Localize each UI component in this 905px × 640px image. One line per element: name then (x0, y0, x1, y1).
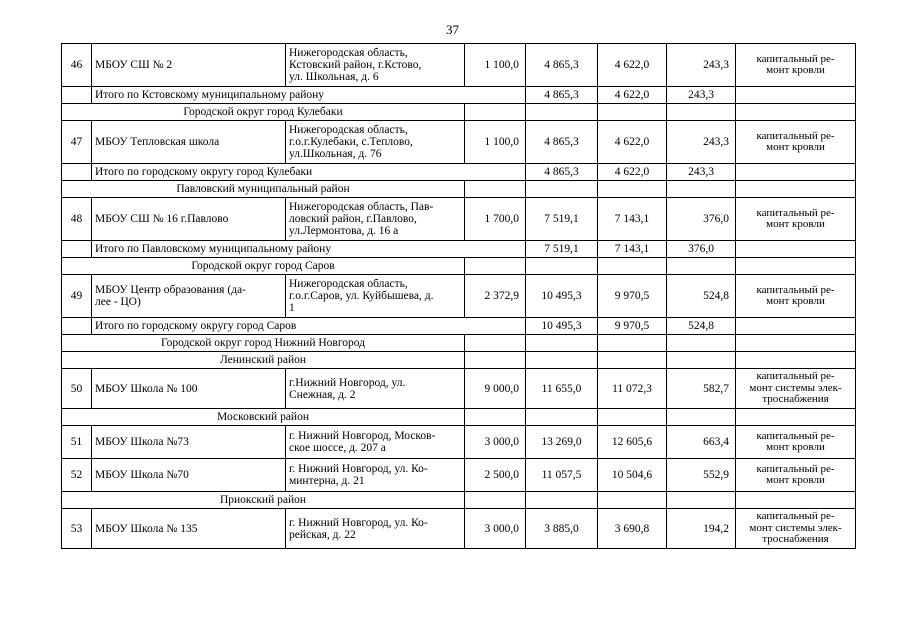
empty-cell (526, 258, 598, 275)
row-number: 52 (62, 459, 92, 492)
area-value: 9 000,0 (465, 369, 526, 409)
region-label: Павловский муниципальный район (62, 181, 465, 198)
region-row (62, 409, 856, 426)
total-label: Итого по Кстовскому муниципальному району (92, 87, 526, 104)
table-row (62, 275, 856, 318)
schools-repair-table (61, 43, 856, 549)
row-number (62, 318, 92, 335)
table-row (62, 121, 856, 164)
empty-cell (526, 492, 598, 509)
row-number: 47 (62, 121, 92, 164)
empty-cell (598, 258, 667, 275)
work-type (736, 318, 856, 335)
area-value: 3 000,0 (465, 509, 526, 549)
local-budget-value: 524,8 (667, 318, 736, 335)
regional-budget-value: 11 072,3 (598, 369, 667, 409)
empty-cell (598, 104, 667, 121)
area-value: 3 000,0 (465, 426, 526, 459)
total-cost-value: 4 865,3 (526, 44, 598, 87)
region-label: Городской округ город Саров (62, 258, 465, 275)
empty-cell (526, 104, 598, 121)
school-address: г. Нижний Новгород, Москов- ское шоссе, д. 207 а (286, 426, 465, 459)
empty-cell (598, 409, 667, 426)
school-name: МБОУ Тепловская школа (92, 121, 286, 164)
local-budget-value: 194,2 (667, 509, 736, 549)
total-cost-value: 7 519,1 (526, 198, 598, 241)
regional-budget-value: 9 970,5 (598, 275, 667, 318)
region-label: Ленинский район (62, 352, 465, 369)
page-number: 37 (446, 22, 459, 37)
local-budget-value: 552,9 (667, 459, 736, 492)
table-row (62, 509, 856, 549)
empty-cell (736, 181, 856, 198)
regional-budget-value: 7 143,1 (598, 198, 667, 241)
region-row (62, 181, 856, 198)
total-cost-value: 13 269,0 (526, 426, 598, 459)
row-number: 51 (62, 426, 92, 459)
work-type: капитальный ре- монт кровли (736, 426, 856, 459)
row-number: 46 (62, 44, 92, 87)
total-label: Итого по городскому округу город Кулебаки (92, 164, 526, 181)
regional-budget-value: 3 690,8 (598, 509, 667, 549)
area-value: 2 372,9 (465, 275, 526, 318)
work-type: капитальный ре- монт кровли (736, 121, 856, 164)
row-number: 50 (62, 369, 92, 409)
empty-cell (667, 335, 736, 352)
region-row (62, 352, 856, 369)
work-type (736, 241, 856, 258)
empty-cell (465, 258, 526, 275)
empty-cell (667, 104, 736, 121)
local-budget-value: 243,3 (667, 121, 736, 164)
school-name: МБОУ Школа № 135 (92, 509, 286, 549)
school-address: г. Нижний Новгород, ул. Ко- минтерна, д. 21 (286, 459, 465, 492)
empty-cell (598, 352, 667, 369)
total-label: Итого по Павловскому муниципальному району (92, 241, 526, 258)
empty-cell (736, 335, 856, 352)
total-cost-value: 11 057,5 (526, 459, 598, 492)
local-budget-value: 582,7 (667, 369, 736, 409)
work-type: капитальный ре- монт кровли (736, 198, 856, 241)
empty-cell (465, 492, 526, 509)
empty-cell (465, 181, 526, 198)
empty-cell (736, 352, 856, 369)
work-type (736, 87, 856, 104)
table-row (62, 44, 856, 87)
total-cost-value: 7 519,1 (526, 241, 598, 258)
total-cost-value: 11 655,0 (526, 369, 598, 409)
empty-cell (465, 335, 526, 352)
region-label: Приокский район (62, 492, 465, 509)
school-name: МБОУ Школа №73 (92, 426, 286, 459)
local-budget-value: 243,3 (667, 164, 736, 181)
row-number (62, 87, 92, 104)
school-address: г.Нижний Новгород, ул. Снежная, д. 2 (286, 369, 465, 409)
row-number (62, 241, 92, 258)
work-type: капитальный ре- монт системы элек- троснабжения (736, 369, 856, 409)
area-value: 1 100,0 (465, 121, 526, 164)
empty-cell (667, 181, 736, 198)
empty-cell (598, 181, 667, 198)
school-name: МБОУ СШ № 16 г.Павлово (92, 198, 286, 241)
empty-cell (526, 409, 598, 426)
table-row (62, 426, 856, 459)
regional-budget-value: 12 605,6 (598, 426, 667, 459)
regional-budget-value: 4 622,0 (598, 164, 667, 181)
work-type: капитальный ре- монт кровли (736, 275, 856, 318)
empty-cell (736, 492, 856, 509)
total-cost-value: 4 865,3 (526, 87, 598, 104)
region-row (62, 258, 856, 275)
region-row (62, 492, 856, 509)
total-label: Итого по городскому округу город Саров (92, 318, 526, 335)
empty-cell (598, 492, 667, 509)
school-address: Нижегородская область, г.о.г.Кулебаки, с.Теплово, ул.Школьная, д. 76 (286, 121, 465, 164)
total-row (62, 318, 856, 335)
regional-budget-value: 9 970,5 (598, 318, 667, 335)
school-name: МБОУ Школа № 100 (92, 369, 286, 409)
region-label: Городской округ город Нижний Новгород (62, 335, 465, 352)
local-budget-value: 243,3 (667, 44, 736, 87)
total-cost-value: 4 865,3 (526, 121, 598, 164)
regional-budget-value: 4 622,0 (598, 44, 667, 87)
empty-cell (736, 258, 856, 275)
school-name: МБОУ СШ № 2 (92, 44, 286, 87)
row-number: 49 (62, 275, 92, 318)
empty-cell (667, 258, 736, 275)
region-label: Городской округ город Кулебаки (62, 104, 465, 121)
row-number: 53 (62, 509, 92, 549)
school-address: Нижегородская область, Кстовский район, г.Кстово, ул. Школьная, д. 6 (286, 44, 465, 87)
region-row (62, 104, 856, 121)
regional-budget-value: 4 622,0 (598, 121, 667, 164)
school-name: МБОУ Центр образования (да- лее - ЦО) (92, 275, 286, 318)
total-row (62, 241, 856, 258)
total-cost-value: 10 495,3 (526, 275, 598, 318)
empty-cell (736, 409, 856, 426)
empty-cell (667, 492, 736, 509)
empty-cell (465, 409, 526, 426)
school-address: Нижегородская область, Пав- ловский район, г.Павлово, ул.Лермонтова, д. 16 а (286, 198, 465, 241)
work-type (736, 164, 856, 181)
work-type: капитальный ре- монт кровли (736, 44, 856, 87)
school-address: Нижегородская область, г.о.г.Саров, ул. Куйбышева, д. 1 (286, 275, 465, 318)
empty-cell (526, 352, 598, 369)
area-value: 1 100,0 (465, 44, 526, 87)
empty-cell (667, 352, 736, 369)
area-value: 2 500,0 (465, 459, 526, 492)
table-row (62, 459, 856, 492)
total-cost-value: 3 885,0 (526, 509, 598, 549)
region-label: Московский район (62, 409, 465, 426)
total-cost-value: 10 495,3 (526, 318, 598, 335)
region-row (62, 335, 856, 352)
empty-cell (465, 104, 526, 121)
school-address: г. Нижний Новгород, ул. Ко- рейская, д. 22 (286, 509, 465, 549)
school-name: МБОУ Школа №70 (92, 459, 286, 492)
empty-cell (736, 104, 856, 121)
local-budget-value: 524,8 (667, 275, 736, 318)
empty-cell (667, 409, 736, 426)
empty-cell (598, 335, 667, 352)
empty-cell (526, 335, 598, 352)
row-number: 48 (62, 198, 92, 241)
total-row (62, 87, 856, 104)
total-row (62, 164, 856, 181)
regional-budget-value: 4 622,0 (598, 87, 667, 104)
empty-cell (465, 352, 526, 369)
local-budget-value: 243,3 (667, 87, 736, 104)
local-budget-value: 376,0 (667, 198, 736, 241)
area-value: 1 700,0 (465, 198, 526, 241)
empty-cell (526, 181, 598, 198)
total-cost-value: 4 865,3 (526, 164, 598, 181)
local-budget-value: 376,0 (667, 241, 736, 258)
regional-budget-value: 7 143,1 (598, 241, 667, 258)
row-number (62, 164, 92, 181)
local-budget-value: 663,4 (667, 426, 736, 459)
table-row (62, 369, 856, 409)
table-row (62, 198, 856, 241)
work-type: капитальный ре- монт кровли (736, 459, 856, 492)
work-type: капитальный ре- монт системы элек- троснабжения (736, 509, 856, 549)
regional-budget-value: 10 504,6 (598, 459, 667, 492)
